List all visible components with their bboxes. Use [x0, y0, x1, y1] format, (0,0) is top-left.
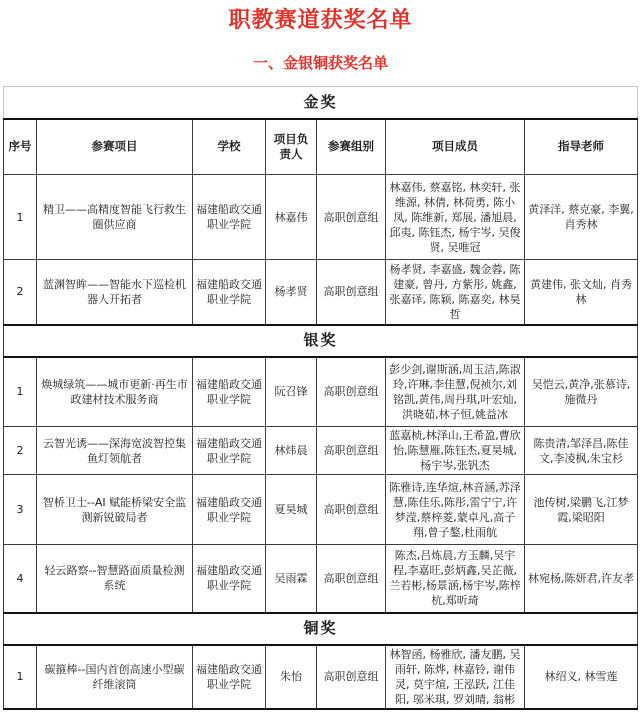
group-cell: 高职创意组 — [317, 545, 386, 613]
project-cell: 碳箍棒--国内首创高速小型碳纤维滚筒 — [37, 645, 193, 709]
group-cell: 高职创意组 — [317, 175, 386, 260]
table-row — [4, 545, 638, 613]
column-header-project: 参赛项目 — [37, 119, 193, 175]
column-header-group: 参赛组别 — [317, 119, 386, 175]
members-cell: 林嘉伟, 蔡嘉铭, 林奕轩, 张维源, 林倩, 林荷勇, 陈小凤, 陈维新, 郑展, 潘旭晨, 邱夷, 陈钰杰, 杨宇岑, 吴俊贤, 吴唯冠 — [386, 175, 525, 260]
table-row — [4, 260, 638, 325]
group-cell: 高职创意组 — [317, 645, 386, 709]
serial-cell: 4 — [4, 545, 37, 613]
leader-cell: 吴雨霖 — [266, 545, 317, 613]
column-header-serial: 序号 — [4, 119, 37, 175]
section-heading: 一、金银铜获奖名单 — [252, 54, 388, 72]
project-cell: 云智光诱——深海宽波智控集鱼灯领航者 — [37, 427, 193, 475]
members-cell: 陈杰,吕炼晨,方玉麟,吴宇程,李嘉旺,彭炳鑫,吴芷薇,兰若彬,杨景涵,杨宇岑,陈梓杭,郑昕琦 — [386, 545, 525, 613]
award-section-label: 铜奖 — [4, 613, 638, 645]
award-section-band-silver — [4, 325, 638, 357]
members-cell: 杨孝贤, 李嘉盛, 魏金蓉, 陈建豪, 曾丹, 方紫彤, 姚鑫, 张嘉译, 陈颖, 陈嘉奕, 林昊哲 — [386, 260, 525, 325]
advisors-cell: 林宛杨,陈妍君,许友孝 — [525, 545, 638, 613]
column-header-advisors: 指导老师 — [525, 119, 638, 175]
leader-cell: 阮召锋 — [266, 357, 317, 427]
serial-cell: 2 — [4, 427, 37, 475]
award-section-label: 金奖 — [4, 87, 638, 119]
school-cell: 福建船政交通职业学院 — [193, 427, 266, 475]
members-cell: 林智函, 杨雅欣, 潘友鹏, 吴雨轩, 陈烨, 林嘉铃, 谢伟灵, 莫宇煊, 王泓跃, 江佳阳, 邬米琪, 罗刘晴, 翁彬 — [386, 645, 525, 709]
project-cell: 焕城绿筑——城市更新·再生市政建材技术服务商 — [37, 357, 193, 427]
advisors-cell: 陈贵清,邹泽昌,陈佳文,李凌枫,朱宝杉 — [525, 427, 638, 475]
column-header-leader: 项目负责人 — [266, 119, 317, 175]
serial-cell: 1 — [4, 357, 37, 427]
table-row — [4, 645, 638, 709]
leader-cell: 林炜晨 — [266, 427, 317, 475]
project-cell: 智桥卫士--AI 赋能桥梁安全监测新锐破局者 — [37, 475, 193, 545]
leader-cell: 林嘉伟 — [266, 175, 317, 260]
table-row — [4, 427, 638, 475]
page-title: 职教赛道获奖名单 — [228, 8, 413, 33]
award-section-band-bronze — [4, 613, 638, 645]
group-cell: 高职创意组 — [317, 427, 386, 475]
award-section-band-gold — [4, 87, 638, 119]
members-cell: 彭少剑,谢斯涵,周玉洁,陈淑玲,许琳,李佳慧,倪祯尔,刘铭凯,黄伟,周丹琪,叶宏灿,洪晓茹,林子恒,姚益冰 — [386, 357, 525, 427]
project-cell: 轻云路察--智慧路面质量检测系统 — [37, 545, 193, 613]
school-cell: 福建船政交通职业学院 — [193, 645, 266, 709]
project-cell: 蓝渊智眸——智能水下巡检机器人开拓者 — [37, 260, 193, 325]
leader-cell: 杨孝贤 — [266, 260, 317, 325]
awards-table — [3, 86, 638, 710]
table-header-row — [4, 119, 638, 175]
project-cell: 精卫——高精度智能飞行救生圈供应商 — [37, 175, 193, 260]
advisors-cell: 池传树,梁鹏飞,江梦霞,梁昭阳 — [525, 475, 638, 545]
serial-cell: 2 — [4, 260, 37, 325]
leader-cell: 夏昊城 — [266, 475, 317, 545]
group-cell: 高职创意组 — [317, 260, 386, 325]
school-cell: 福建船政交通职业学院 — [193, 260, 266, 325]
table-row — [4, 475, 638, 545]
school-cell: 福建船政交通职业学院 — [193, 545, 266, 613]
column-header-school: 学校 — [193, 119, 266, 175]
award-section-label: 银奖 — [4, 325, 638, 357]
members-cell: 蓝嘉桢,林泽山,王希盈,曹欣怡,陈慧雁,陈钰杰,夏昊城,杨宇岑,张钒杰 — [386, 427, 525, 475]
table-row — [4, 357, 638, 427]
school-cell: 福建船政交通职业学院 — [193, 357, 266, 427]
advisors-cell: 黄建伟, 张文灿, 肖秀林 — [525, 260, 638, 325]
members-cell: 陈雅诗,连华煊,林音涵,苏泽慧,陈佳乐,陈彤,雷宁宁,许梦滢,蔡梓菱,蒙卓凡,高子翔,曾子鏊,杜雨航 — [386, 475, 525, 545]
advisors-cell: 林绍义, 林雪莲 — [525, 645, 638, 709]
school-cell: 福建船政交通职业学院 — [193, 475, 266, 545]
advisors-cell: 黄泽洋, 蔡克豪, 李翼, 肖秀林 — [525, 175, 638, 260]
serial-cell: 1 — [4, 645, 37, 709]
group-cell: 高职创意组 — [317, 357, 386, 427]
column-header-members: 项目成员 — [386, 119, 525, 175]
advisors-cell: 吴恺云,黄净,张慕诗,施微丹 — [525, 357, 638, 427]
serial-cell: 3 — [4, 475, 37, 545]
table-row — [4, 175, 638, 260]
document-page — [0, 6, 641, 710]
group-cell: 高职创意组 — [317, 475, 386, 545]
leader-cell: 朱怡 — [266, 645, 317, 709]
school-cell: 福建船政交通职业学院 — [193, 175, 266, 260]
serial-cell: 1 — [4, 175, 37, 260]
